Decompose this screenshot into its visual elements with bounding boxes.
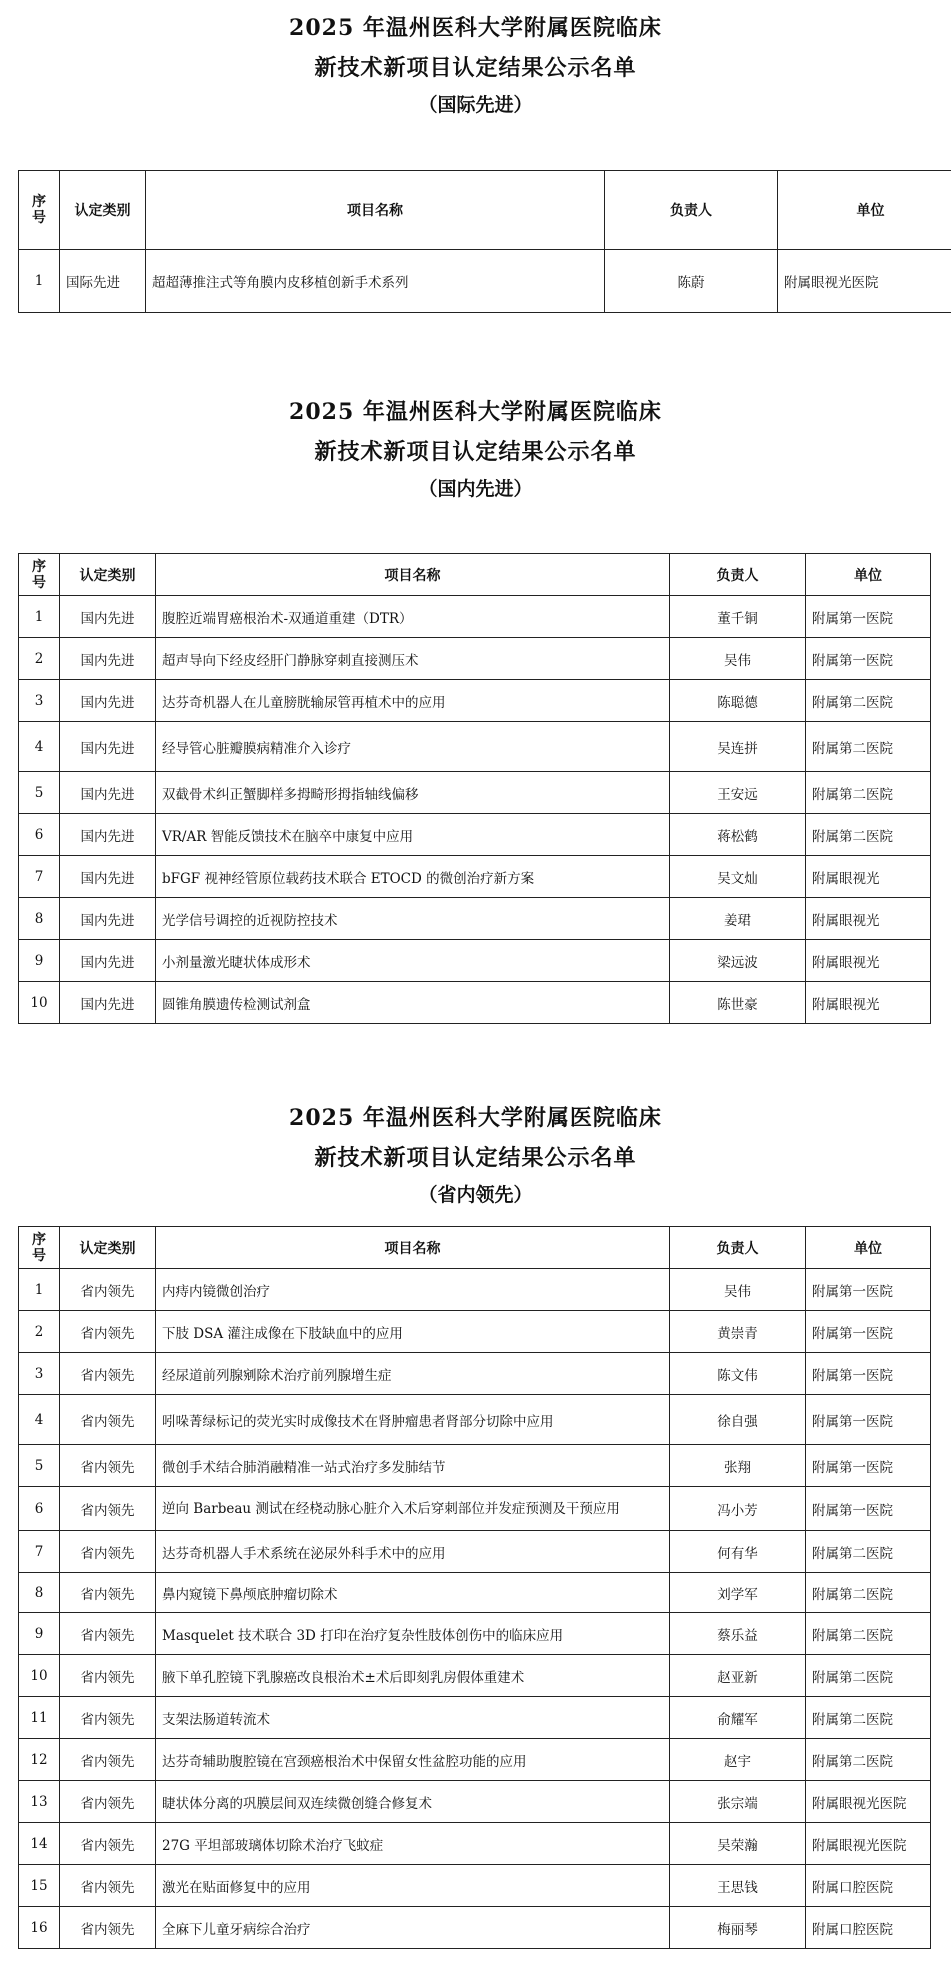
section-title-line1: 2025 年温州医科大学附属医院临床: [289, 15, 662, 41]
section-domestic: [0, 392, 951, 506]
cell-leader: 陈聪德: [670, 680, 806, 722]
cell-leader: 俞耀军: [670, 1697, 806, 1739]
cell-category: 国内先进: [60, 814, 156, 856]
cell-project: VR/AR 智能反馈技术在脑卒中康复中应用: [156, 814, 670, 856]
table-row: [19, 1573, 931, 1613]
cell-leader: 王安远: [670, 772, 806, 814]
table-row: [19, 772, 931, 814]
cell-no: 6: [19, 1487, 60, 1531]
header-no: 序号: [19, 1227, 60, 1269]
cell-leader: 何有华: [670, 1531, 806, 1573]
table-row: [19, 940, 931, 982]
cell-leader: 梁远波: [670, 940, 806, 982]
cell-no: 6: [19, 814, 60, 856]
cell-leader: 梅丽琴: [670, 1907, 806, 1949]
table-row: [19, 898, 931, 940]
cell-category: 省内领先: [60, 1823, 156, 1865]
cell-category: 省内领先: [60, 1781, 156, 1823]
header-no: 序号: [19, 554, 60, 596]
header-project: 项目名称: [146, 171, 605, 250]
cell-unit: 附属眼视光: [806, 898, 931, 940]
cell-no: 7: [19, 1531, 60, 1573]
cell-category: 国内先进: [60, 722, 156, 772]
table-row: [19, 680, 931, 722]
cell-category: 国内先进: [60, 772, 156, 814]
cell-no: 10: [19, 982, 60, 1024]
table-row: [19, 856, 931, 898]
cell-project: 经导管心脏瓣膜病精准介入诊疗: [156, 722, 670, 772]
section-title-line2: 新技术新项目认定结果公示名单: [314, 1145, 637, 1171]
cell-no: 5: [19, 1445, 60, 1487]
cell-category: 省内领先: [60, 1395, 156, 1445]
cell-unit: 附属第二医院: [806, 1739, 931, 1781]
table-row: [19, 1613, 931, 1655]
cell-leader: 王思钱: [670, 1865, 806, 1907]
cell-unit: 附属第一医院: [806, 1311, 931, 1353]
section-title-line2: 新技术新项目认定结果公示名单: [314, 439, 637, 465]
table-row: [19, 638, 931, 680]
header-unit: 单位: [806, 554, 931, 596]
cell-project: Masquelet 技术联合 3D 打印在治疗复杂性肢体创伤中的临床应用: [156, 1613, 670, 1655]
cell-category: 省内领先: [60, 1487, 156, 1531]
cell-unit: 附属第一医院: [806, 1395, 931, 1445]
cell-leader: 董千铜: [670, 596, 806, 638]
cell-category: 省内领先: [60, 1353, 156, 1395]
header-project: 项目名称: [156, 1227, 670, 1269]
cell-category: 省内领先: [60, 1445, 156, 1487]
cell-project: 超超薄推注式等角膜内皮移植创新手术系列: [146, 250, 605, 313]
cell-leader: 刘学军: [670, 1573, 806, 1613]
cell-project: 逆向 Barbeau 测试在经桡动脉心脏介入术后穿刺部位并发症预测及干预应用: [156, 1487, 670, 1531]
cell-unit: 附属口腔医院: [806, 1907, 931, 1949]
table-row: [19, 1781, 931, 1823]
cell-category: 省内领先: [60, 1907, 156, 1949]
cell-unit: 附属第二医院: [806, 1573, 931, 1613]
cell-leader: 张宗端: [670, 1781, 806, 1823]
table-row: [19, 1907, 931, 1949]
cell-no: 15: [19, 1865, 60, 1907]
cell-leader: 吴文灿: [670, 856, 806, 898]
cell-category: 省内领先: [60, 1655, 156, 1697]
cell-leader: 陈文伟: [670, 1353, 806, 1395]
table-row: [19, 1655, 931, 1697]
cell-unit: 附属第一医院: [806, 1445, 931, 1487]
cell-category: 省内领先: [60, 1697, 156, 1739]
cell-leader: 陈世豪: [670, 982, 806, 1024]
table-row: [19, 1445, 931, 1487]
cell-project: 双截骨术纠正蟹脚样多拇畸形拇指轴线偏移: [156, 772, 670, 814]
cell-category: 省内领先: [60, 1269, 156, 1311]
cell-category: 省内领先: [60, 1531, 156, 1573]
section-provincial: [0, 1098, 951, 1212]
cell-unit: 附属第一医院: [806, 1269, 931, 1311]
cell-category: 省内领先: [60, 1311, 156, 1353]
header-project: 项目名称: [156, 554, 670, 596]
cell-unit: 附属第二医院: [806, 814, 931, 856]
cell-unit: 附属第一医院: [806, 1487, 931, 1531]
table-row: [19, 814, 931, 856]
cell-category: 国内先进: [60, 856, 156, 898]
cell-category: 国内先进: [60, 596, 156, 638]
cell-unit: 附属第二医院: [806, 722, 931, 772]
cell-project: 全麻下儿童牙病综合治疗: [156, 1907, 670, 1949]
cell-leader: 蔡乐益: [670, 1613, 806, 1655]
cell-leader: 徐自强: [670, 1395, 806, 1445]
header-unit: 单位: [778, 171, 951, 250]
cell-category: 国际先进: [60, 250, 146, 313]
table-header-row: [19, 1227, 931, 1269]
table-international: [18, 170, 951, 313]
cell-no: 1: [19, 1269, 60, 1311]
cell-category: 国内先进: [60, 898, 156, 940]
cell-project: 达芬奇机器人在儿童膀胱输尿管再植术中的应用: [156, 680, 670, 722]
cell-unit: 附属眼视光: [806, 982, 931, 1024]
cell-project: 27G 平坦部玻璃体切除术治疗飞蚊症: [156, 1823, 670, 1865]
cell-no: 12: [19, 1739, 60, 1781]
cell-project: 下肢 DSA 灌注成像在下肢缺血中的应用: [156, 1311, 670, 1353]
header-category: 认定类别: [60, 554, 156, 596]
cell-unit: 附属眼视光: [806, 940, 931, 982]
table-row: [19, 1823, 931, 1865]
table-row: [19, 1739, 931, 1781]
table-row: [19, 1697, 931, 1739]
cell-no: 5: [19, 772, 60, 814]
section-title-line2: 新技术新项目认定结果公示名单: [314, 55, 637, 81]
cell-no: 4: [19, 722, 60, 772]
cell-leader: 吴荣瀚: [670, 1823, 806, 1865]
table-domestic: [18, 553, 931, 1024]
table-provincial: [18, 1226, 931, 1949]
table-row: [19, 1487, 931, 1531]
cell-no: 7: [19, 856, 60, 898]
cell-project: 鼻内窥镜下鼻颅底肿瘤切除术: [156, 1573, 670, 1613]
cell-no: 3: [19, 680, 60, 722]
table-row: [19, 1531, 931, 1573]
cell-no: 9: [19, 1613, 60, 1655]
cell-project: 达芬奇机器人手术系统在泌尿外科手术中的应用: [156, 1531, 670, 1573]
cell-leader: 吴伟: [670, 638, 806, 680]
table-row: [19, 722, 931, 772]
table-row: [19, 1395, 931, 1445]
cell-no: 9: [19, 940, 60, 982]
section-subtitle: （省内领先）: [418, 1184, 533, 1206]
cell-project: 小剂量激光睫状体成形术: [156, 940, 670, 982]
cell-leader: 蒋松鹤: [670, 814, 806, 856]
cell-no: 1: [19, 596, 60, 638]
cell-project: 吲哚菁绿标记的荧光实时成像技术在肾肿瘤患者肾部分切除中应用: [156, 1395, 670, 1445]
section-title-line1: 2025 年温州医科大学附属医院临床: [289, 399, 662, 425]
section-subtitle: （国际先进）: [418, 94, 533, 116]
cell-category: 国内先进: [60, 680, 156, 722]
cell-leader: 吴伟: [670, 1269, 806, 1311]
table-row: [19, 1311, 931, 1353]
cell-no: 10: [19, 1655, 60, 1697]
cell-unit: 附属第二医院: [806, 772, 931, 814]
cell-no: 16: [19, 1907, 60, 1949]
cell-unit: 附属眼视光: [806, 856, 931, 898]
header-unit: 单位: [806, 1227, 931, 1269]
cell-no: 1: [19, 250, 60, 313]
cell-project: 支架法肠道转流术: [156, 1697, 670, 1739]
cell-unit: 附属第一医院: [806, 638, 931, 680]
cell-no: 13: [19, 1781, 60, 1823]
cell-project: 圆锥角膜遗传检测试剂盒: [156, 982, 670, 1024]
cell-unit: 附属第二医院: [806, 1613, 931, 1655]
cell-project: 激光在贴面修复中的应用: [156, 1865, 670, 1907]
header-category: 认定类别: [60, 1227, 156, 1269]
header-leader: 负责人: [670, 554, 806, 596]
cell-unit: 附属第一医院: [806, 596, 931, 638]
table-row: [19, 250, 951, 313]
cell-no: 8: [19, 1573, 60, 1613]
table-row: [19, 596, 931, 638]
header-leader: 负责人: [605, 171, 778, 250]
cell-project: 腋下单孔腔镜下乳腺癌改良根治术±术后即刻乳房假体重建术: [156, 1655, 670, 1697]
table-header-row: [19, 554, 931, 596]
cell-unit: 附属第二医院: [806, 1697, 931, 1739]
table-row: [19, 1353, 931, 1395]
cell-unit: 附属第一医院: [806, 1353, 931, 1395]
cell-project: 微创手术结合肺消融精准一站式治疗多发肺结节: [156, 1445, 670, 1487]
table-row: [19, 1865, 931, 1907]
cell-leader: 陈蔚: [605, 250, 778, 313]
cell-no: 8: [19, 898, 60, 940]
cell-project: 经尿道前列腺剜除术治疗前列腺增生症: [156, 1353, 670, 1395]
cell-leader: 赵亚新: [670, 1655, 806, 1697]
cell-leader: 姜珺: [670, 898, 806, 940]
cell-project: 内痔内镜微创治疗: [156, 1269, 670, 1311]
section-subtitle: （国内先进）: [418, 478, 533, 500]
cell-leader: 张翔: [670, 1445, 806, 1487]
cell-category: 省内领先: [60, 1613, 156, 1655]
cell-category: 国内先进: [60, 940, 156, 982]
cell-leader: 冯小芳: [670, 1487, 806, 1531]
cell-unit: 附属第二医院: [806, 1655, 931, 1697]
cell-no: 3: [19, 1353, 60, 1395]
cell-unit: 附属口腔医院: [806, 1865, 931, 1907]
cell-project: 腹腔近端胃癌根治术-双通道重建（DTR）: [156, 596, 670, 638]
cell-project: bFGF 视神经管原位载药技术联合 ETOCD 的微创治疗新方案: [156, 856, 670, 898]
table-row: [19, 982, 931, 1024]
table-row: [19, 1269, 931, 1311]
cell-unit: 附属眼视光医院: [806, 1781, 931, 1823]
table-header-row: [19, 171, 951, 250]
section-international: [0, 8, 951, 122]
cell-unit: 附属第二医院: [806, 680, 931, 722]
cell-category: 省内领先: [60, 1573, 156, 1613]
header-category: 认定类别: [60, 171, 146, 250]
section-title-line1: 2025 年温州医科大学附属医院临床: [289, 1105, 662, 1131]
cell-project: 睫状体分离的巩膜层间双连续微创缝合修复术: [156, 1781, 670, 1823]
cell-project: 超声导向下经皮经肝门静脉穿刺直接测压术: [156, 638, 670, 680]
cell-leader: 赵宇: [670, 1739, 806, 1781]
cell-project: 光学信号调控的近视防控技术: [156, 898, 670, 940]
cell-category: 省内领先: [60, 1739, 156, 1781]
header-no: 序号: [19, 171, 60, 250]
header-leader: 负责人: [670, 1227, 806, 1269]
cell-project: 达芬奇辅助腹腔镜在宫颈癌根治术中保留女性盆腔功能的应用: [156, 1739, 670, 1781]
cell-no: 14: [19, 1823, 60, 1865]
cell-unit: 附属眼视光医院: [778, 250, 951, 313]
cell-no: 4: [19, 1395, 60, 1445]
cell-leader: 黄崇青: [670, 1311, 806, 1353]
cell-no: 2: [19, 638, 60, 680]
cell-unit: 附属第二医院: [806, 1531, 931, 1573]
cell-category: 国内先进: [60, 638, 156, 680]
cell-leader: 吴连拼: [670, 722, 806, 772]
cell-no: 11: [19, 1697, 60, 1739]
cell-category: 国内先进: [60, 982, 156, 1024]
cell-unit: 附属眼视光医院: [806, 1823, 931, 1865]
cell-no: 2: [19, 1311, 60, 1353]
cell-category: 省内领先: [60, 1865, 156, 1907]
